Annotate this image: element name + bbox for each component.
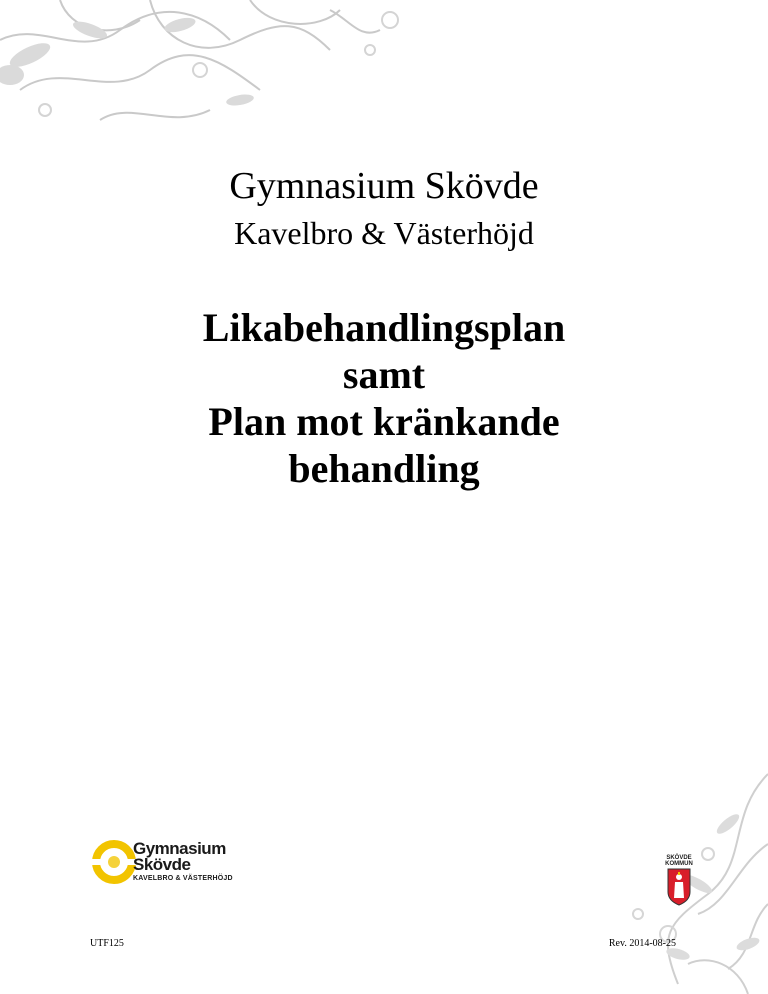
logo-ring-icon: [92, 840, 136, 884]
floral-ornament-top: [0, 0, 420, 140]
gymnasium-skovde-logo: [92, 838, 252, 888]
title-line-1: Likabehandlingsplan: [202, 305, 566, 350]
logo-line-3: KAVELBRO & VÄSTERHÖJD: [133, 875, 233, 882]
school-name: Gymnasium Skövde: [229, 165, 539, 207]
title-line-4: behandling: [288, 446, 480, 491]
crest-label: [664, 855, 694, 867]
skovde-kommun-crest: [664, 855, 694, 907]
crest-label-line-1: SKÖVDE: [666, 855, 692, 861]
revision-date: Rev. 2014-08-25: [608, 938, 676, 949]
document-title: [0, 304, 768, 492]
logo-line-1: Gymnasium: [133, 839, 226, 858]
title-line-2: samt: [342, 352, 426, 397]
logo-line-2: Skövde: [133, 855, 191, 874]
form-code: UTF125: [90, 938, 124, 949]
crest-label-line-2: KOMMUN: [665, 861, 693, 867]
shield-icon: [667, 868, 691, 906]
title-line-3: Plan mot kränkande: [208, 399, 560, 444]
campus-name: Kavelbro & Västerhöjd: [234, 215, 534, 251]
